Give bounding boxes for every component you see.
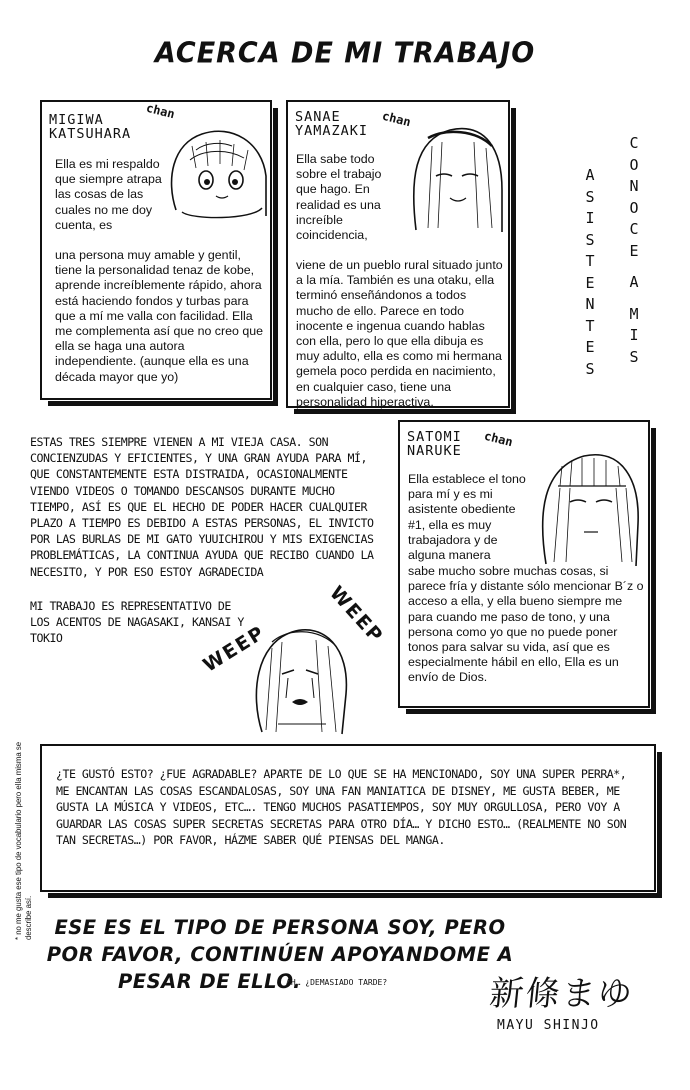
side-letter: M — [629, 304, 639, 323]
side-letter: T — [585, 316, 595, 335]
migiwa-panel — [40, 100, 272, 400]
side-letter: T — [585, 252, 595, 270]
sanae-suffix: chan — [380, 108, 413, 130]
sanae-portrait — [406, 120, 506, 232]
side-letter: N — [585, 295, 595, 313]
bottom-message-text: ¿TE GUSTÓ ESTO? ¿FUE AGRADABLE? APARTE DE LO QUE SE HA MENCIONADO, SOY UNA SUPER PERRA*, ME ENCANTAN LAS COSAS ESCANDALOSAS, SOY UNA FAN MANIATICA DE DISNEY, ME GUSTA BEBER, ME GUSTA LA MÚSICA Y VIDEOS, ETC…. TENGO MUCHOS PASATIEMPOS, SOY MUY ORGULLOSA, PERO VOY A GUARDAR LAS COSAS SUPER SECRETAS SECRETAS PARA OTRO DÍA… Y DICHO ESTO… (REALMENTE NO SON TAN SECRETAS…) POR FAVOR, HÁZME SABER QUÉ PIENSAS DEL MANGA. — [56, 767, 627, 847]
satomi-panel — [398, 420, 650, 708]
sanae-name: SANAE YAMAZAKI — [295, 109, 369, 139]
migiwa-suffix: chan — [144, 100, 177, 122]
side-letter: O — [629, 155, 639, 174]
satomi-portrait — [536, 444, 644, 566]
side-letter: S — [585, 230, 595, 249]
side-letter: E — [629, 241, 639, 260]
side-letter: C — [629, 220, 639, 238]
side-letter: O — [629, 198, 639, 217]
migiwa-name: MIGIWA KATSUHARA — [49, 112, 132, 142]
side-letter: A — [585, 166, 595, 184]
middle-text: ESTAS TRES SIEMPRE VIENEN A MI VIEJA CASA. SON CONCIENZUDAS Y EFICIENTES, Y UNA GRAN AYUDA PARA MÍ, QUE CONSTANTEMENTE ESTA DISTRAIDA, OCASIONALMENTE VIENDO VIDEOS O TOMANDO DESCANSOS DURANTE MUCHO TIEMPO, ASÍ ES QUE EL HECHO DE PODER HACER CUALQUIER PLAZO A TIEMPO ES DEBIDO A ESTAS PERSONAS, EL INVICTO POR LAS BURLAS DE MI GATO YUUICHIROU Y MIS EXIGENCIAS PROBLEMÁTICAS, LA CONTINUA AYUDA QUE RECIBO CUANDO LA NECESITO, Y POR ESO ESTOY AGRADECIDA — [30, 435, 374, 579]
side-letter: E — [585, 273, 595, 292]
weep-right: WEEP — [325, 582, 388, 648]
side-column-conoce — [624, 133, 644, 368]
side-letter: N — [629, 177, 639, 195]
signature-kanji: 新條まゆ — [487, 974, 636, 1014]
migiwa-description-top: Ella es mi respaldo que siempre atrapa las cosas de las cuales no me doy cuenta, es — [55, 157, 162, 232]
sanae-description: viene de un pueblo rural situado junto a la mía. También es una otaku, ella terminó enseñándonos a todos mucho de ello. Parece en todo inocente e ingenua cuando hablas con ella, pero lo que ella dibuja es muy adulto, ella es como mi hermana gemela poco perdida en nacimiento, en cualquier caso, tiene una personalidad hiperactiva. — [296, 258, 503, 409]
page-title: ACERCA DE MI TRABAJO — [154, 37, 536, 70]
satomi-suffix: chan — [482, 428, 515, 450]
side-letter: I — [585, 209, 595, 227]
footnote — [14, 740, 34, 940]
migiwa-description: una persona muy amable y gentil, tiene la personalidad tenaz de kobe, aprende increíblemente rápido, ahora está haciendo fondos y turbas para que a mí me valla con facilidad. Ella me complementa así que no creo que ella se haga una autora independiente. (aunque ella es una década mayor que yo) — [55, 248, 264, 384]
migiwa-portrait — [162, 120, 270, 220]
signature-name: MAYU SHINJO — [497, 1018, 600, 1033]
satomi-name: SATOMI NARUKE — [407, 429, 462, 459]
closing-line-2: POR FAVOR, CONTINÚEN APOYANDOME A — [46, 943, 514, 966]
side-letter: S — [585, 359, 595, 378]
side-letter: A — [629, 273, 639, 291]
side-letter: S — [585, 187, 595, 206]
side-column-asistentes — [580, 165, 600, 380]
satomi-description-top: Ella establece el tono para mí y es mi asistente obediente #1, ella es muy trabajadora y de alguna manera — [408, 472, 526, 563]
closing-line-1: ESE ES EL TIPO DE PERSONA SOY, PERO — [54, 916, 506, 939]
closing-line-3: PESAR DE ELLO. — [118, 970, 301, 993]
bottom-message-panel — [40, 744, 656, 892]
footnote-text: * no me gusta ese tipo de vocabulario pero ella misma se describe así. — [14, 741, 33, 940]
weep-left: WEEP — [199, 621, 270, 677]
side-letter: I — [629, 326, 639, 344]
side-letter: C — [629, 134, 639, 152]
side-letter: E — [585, 338, 595, 356]
sanae-description-top: Ella sabe todo sobre el trabajo que hago. En realidad es una increíble coincidencia, — [296, 152, 382, 243]
satomi-description: sabe mucho sobre muchas cosas, si parece fría y distante sólo mencionar B´z o acceso a ella, y ella bueno siempre me para cuando me paso de tono, y una persona como yo que no puede poner tonos para salvar su vida, así que es especialmente hábil en ello, Ella es un envío de Dios. — [408, 564, 644, 685]
accent-text: MI TRABAJO ES REPRESENTATIVO DE LOS ACENTOS DE NAGASAKI, KANSAI Y TOKIO — [30, 599, 244, 646]
sanae-panel — [286, 100, 510, 408]
closing-aside: AH… ¿DEMASIADO TARDE? — [286, 978, 388, 987]
side-letter: S — [629, 347, 639, 366]
crying-girl-sketch — [242, 614, 362, 738]
